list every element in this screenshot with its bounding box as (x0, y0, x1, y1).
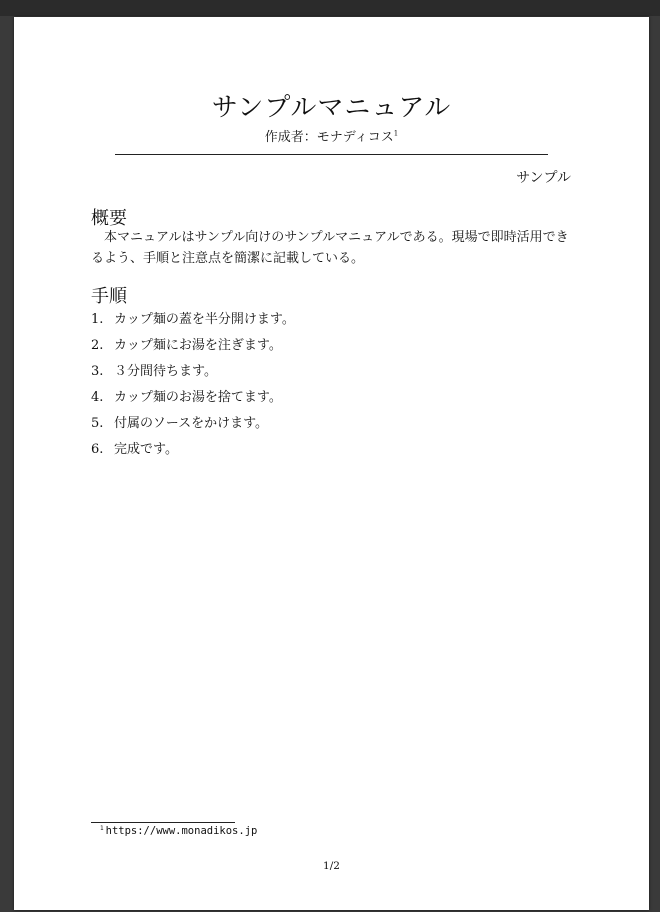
footnote-divider (91, 822, 235, 823)
step-number: 2. (91, 338, 104, 353)
step-item (91, 336, 295, 362)
document-page (14, 17, 649, 910)
department-label: サンプル (516, 170, 571, 186)
overview-body: 本マニュアルはサンプル向けのサンプルマニュアルである。現場で即時活用できるよう、手順と注意点を簡潔に記載している。 (91, 230, 569, 266)
step-number: 4. (91, 390, 104, 405)
footnote-mark: 1 (100, 824, 104, 832)
step-item (91, 388, 295, 414)
author-name: 作成者：モナディコス (264, 130, 394, 145)
step-item (91, 362, 295, 388)
step-text: ３分間待ちます。 (114, 364, 217, 379)
page-number: 1/2 (323, 860, 340, 872)
step-number: 3. (91, 364, 104, 379)
step-number: 6. (91, 442, 104, 457)
step-text: 付属のソースをかけます。 (114, 416, 269, 431)
step-text: カップ麺のお湯を捨てます。 (114, 390, 282, 405)
step-text: カップ麺にお湯を注ぎます。 (114, 338, 282, 353)
steps-list (91, 310, 295, 466)
author-line (14, 126, 649, 145)
step-number: 1. (91, 312, 104, 327)
step-item (91, 440, 295, 466)
author-footnote-mark: 1 (393, 129, 399, 138)
title-divider (115, 154, 548, 155)
step-text: 完成です。 (114, 442, 178, 457)
step-text: カップ麺の蓋を半分開けます。 (114, 312, 295, 327)
viewer-toolbar (0, 0, 660, 16)
document-title: サンプルマニュアル (211, 93, 452, 123)
step-item (91, 414, 295, 440)
footnote (100, 825, 257, 837)
step-item (91, 310, 295, 336)
overview-heading: 概要 (91, 208, 127, 229)
footnote-url[interactable]: https://www.monadikos.jp (105, 825, 258, 837)
steps-heading: 手順 (91, 286, 127, 307)
step-number: 5. (91, 416, 104, 431)
